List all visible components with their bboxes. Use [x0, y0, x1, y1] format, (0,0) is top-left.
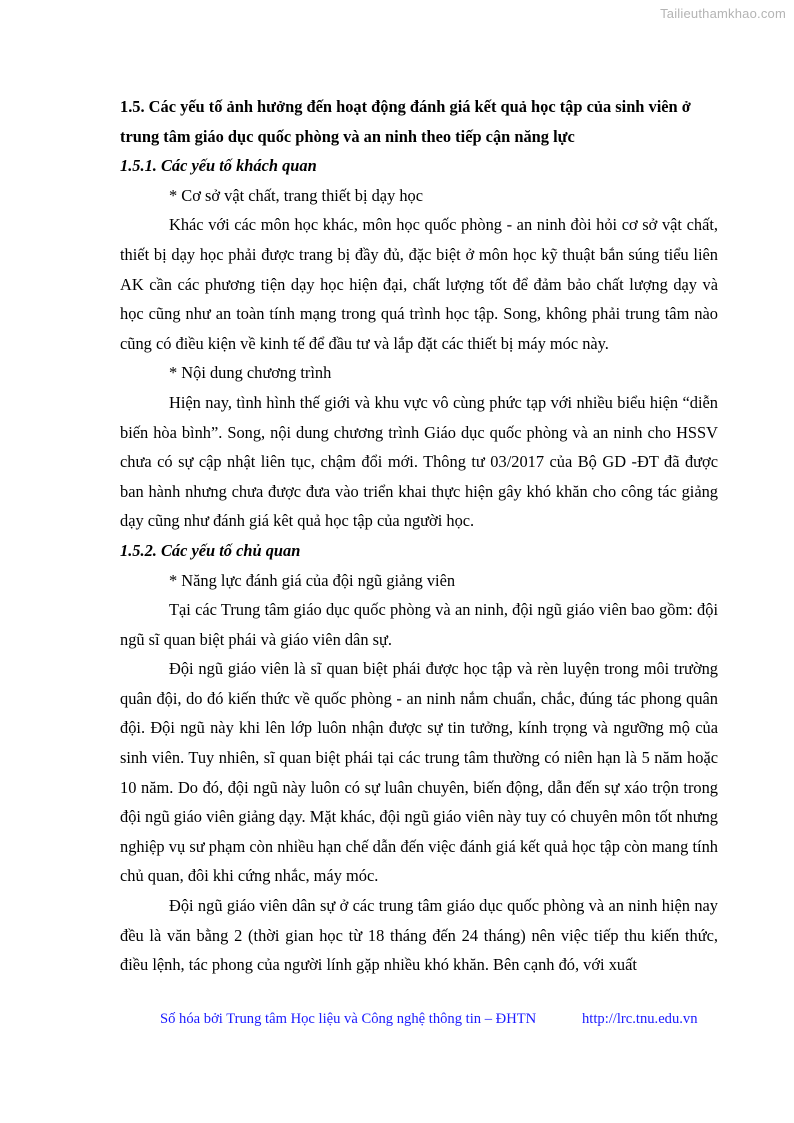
paragraph-seconded-officers: Đội ngũ giáo viên là sĩ quan biệt phái được học tập và rèn luyện trong môi trường quân đội, do đó kiến thức về quốc phòng - an ninh nắm chuẩn, chắc, đúng tác phong quân đội. Đội ngũ này khi lên lớp luôn nhận được sự tin tưởng, kính trọng và ngưỡng mộ của sinh viên. Tuy nhiên, sĩ quan biệt phái tại các trung tâm thường có niên hạn là 5 năm hoặc 10 năm. Do đó, đội ngũ này luôn có sự luân chuyên, biến động, dẫn đến sự xáo trộn trong đội ngũ giáo viên giảng dạy. Mặt khác, đội ngũ giáo viên này tuy có chuyên môn tốt nhưng nghiệp vụ sư phạm còn nhiều hạn chế dẫn đến việc đánh giá kết quả học tập còn mang tính chủ quan, đôi khi cứng nhắc, máy móc.	[120, 659, 718, 886]
document-body	[120, 92, 718, 980]
paragraph-curriculum: Hiện nay, tình hình thế giới và khu vực vô cùng phức tạp với nhiều biểu hiện “diễn biến hòa bình”. Song, nội dung chương trình Giáo dục quốc phòng và an ninh cho HSSV chưa có sự cập nhật liên tục, chậm đổi mới. Thông tư 03/2017 của Bộ GD -ĐT đã được ban hành nhưng chưa được đưa vào triển khai thực hiện gây khó khăn cho công tác giảng dạy cũng như đánh giá kêt quả học tập của người học.	[120, 392, 718, 531]
paragraph-facilities: Khác với các môn học khác, môn học quốc phòng - an ninh đòi hỏi cơ sở vật chất, thiết bị dạy học phải được trang bị đầy đủ, đặc biệt ở môn học kỹ thuật bắn súng tiểu liên AK cần các phương tiện dạy học hiện đại, chất lượng tốt để đảm bảo chất lượng dạy và học cũng như an toàn tính mạng trong quá trình học tập. Song, không phải trung tâm nào cũng có điều kiện về kinh tế để đầu tư và lắp đặt các thiết bị máy móc này.	[120, 215, 718, 353]
bullet-curriculum: * Nội dung chương trình	[169, 363, 332, 383]
footer-url: http://lrc.tnu.edu.vn	[582, 1011, 698, 1027]
bullet-lecturer-competence: * Năng lực đánh giá của đội ngũ giảng viên	[169, 570, 456, 590]
subsection-title-subjective: 1.5.2. Các yếu tố chủ quan	[120, 540, 301, 560]
subsection-title-objective: 1.5.1. Các yếu tố khách quan	[120, 156, 317, 176]
page-footer	[160, 1011, 700, 1028]
watermark: Tailieuthamkhao.com	[660, 6, 786, 21]
section-heading: 1.5. Các yếu tố ảnh hưởng đến hoạt động đánh giá kết quả học tập của sinh viên ở trung tâm giáo dục quốc phòng và an ninh theo tiếp cận năng lực	[120, 97, 691, 146]
bullet-facilities: * Cơ sở vật chất, trang thiết bị dạy học	[169, 185, 424, 205]
footer-text: Số hóa bởi Trung tâm Học liệu và Công nghệ thông tin – ĐHTN	[160, 1011, 537, 1027]
paragraph-civilian-teachers: Đội ngũ giáo viên dân sự ở các trung tâm giáo dục quốc phòng và an ninh hiện nay đều là văn bằng 2 (thời gian học từ 18 tháng đến 24 tháng) nên việc tiếp thu kiến thức, điều lệnh, tác phong của người lính gặp nhiều khó khăn. Bên cạnh đó, với xuất	[120, 896, 718, 975]
paragraph-lecturer-staff: Tại các Trung tâm giáo dục quốc phòng và an ninh, đội ngũ giáo viên bao gồm: đội ngũ sĩ quan biệt phái và giáo viên dân sự.	[120, 600, 718, 649]
